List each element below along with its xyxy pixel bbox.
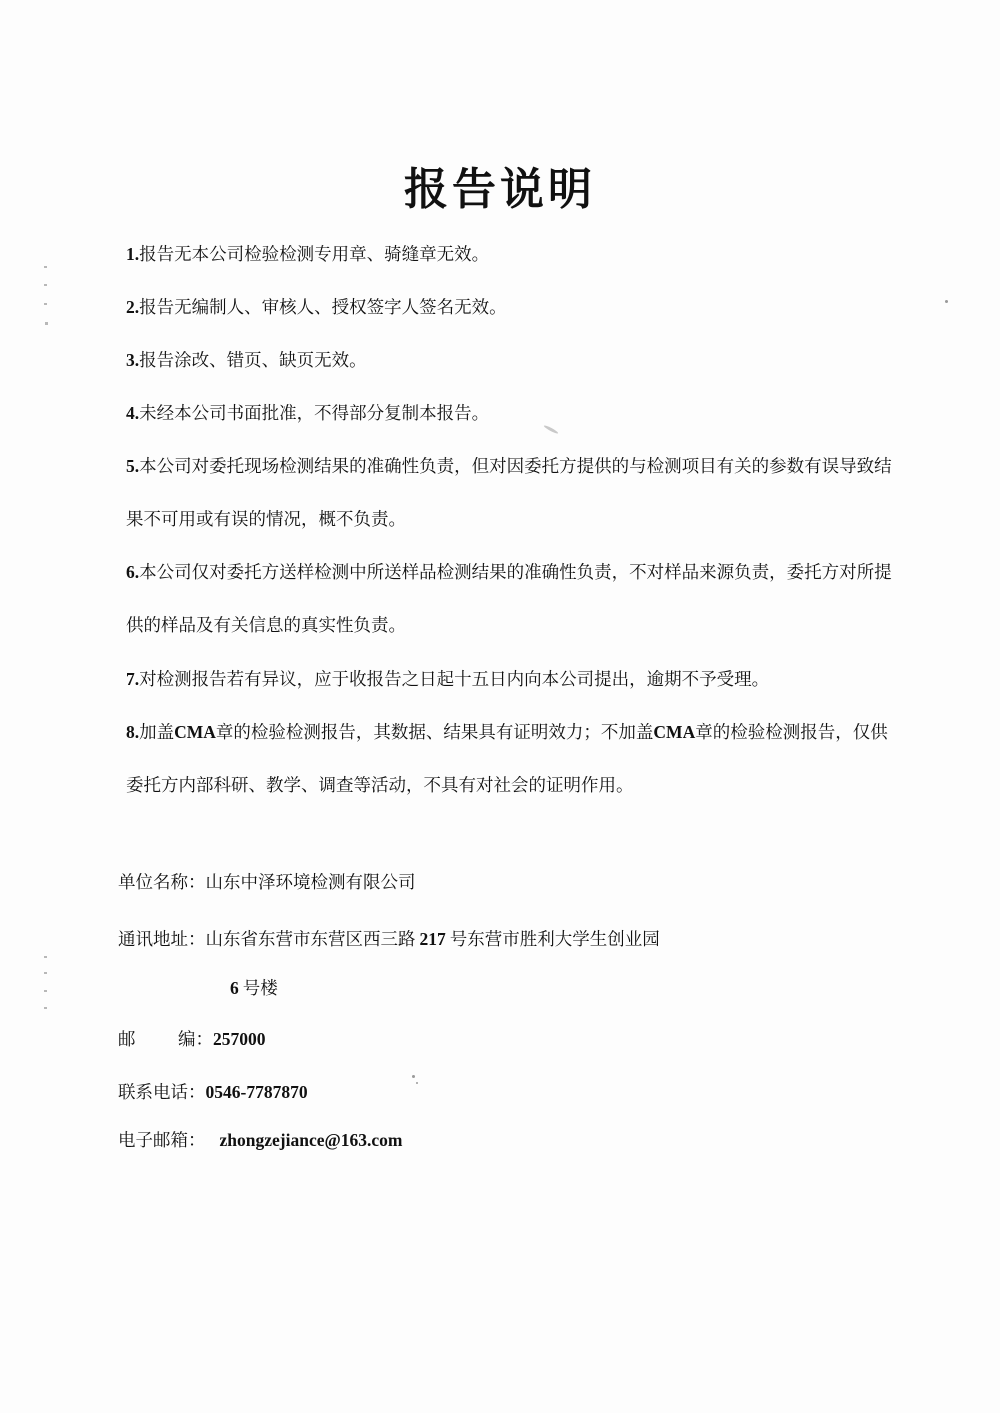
- list-item: [126, 546, 898, 653]
- cma-mark-text: CMA: [174, 722, 216, 742]
- item-number: 2.: [126, 297, 140, 317]
- item-text: 报告无编制人、审核人、授权签字人签名无效。: [139, 298, 507, 318]
- scan-speck: [412, 1075, 415, 1078]
- address-text: 山东省东营市东营区西三路: [205, 930, 416, 950]
- phone-value: 0546-7787870: [205, 1082, 308, 1102]
- unit-name-row: [118, 870, 416, 896]
- email-row: [118, 1127, 402, 1154]
- scan-speck: [416, 1082, 418, 1084]
- item-text: 报告无本公司检验检测专用章、骑缝章无效。: [139, 245, 490, 265]
- list-item: [126, 387, 898, 441]
- postcode-value: 257000: [213, 1029, 266, 1049]
- list-item: [126, 440, 898, 547]
- item-text: 对检测报告若有异议，应于收报告之日起十五日内向本公司提出，逾期不予受理。: [139, 670, 770, 690]
- item-text: 本公司对委托现场检测结果的准确性负责，但对因委托方提供的与检测项目有关的参数有误导致结果不可用或有误的情况，概不负责。: [126, 457, 892, 530]
- scan-speck: [44, 972, 47, 974]
- item-text: 章的检验检测报告，其数据、结果具有证明效力；不加盖: [215, 723, 654, 743]
- address-text: 号楼: [242, 979, 278, 999]
- postcode-label: 邮: [118, 1030, 136, 1050]
- list-item: [126, 334, 898, 388]
- address-row-continued: [230, 975, 278, 1002]
- scan-speck: [44, 990, 47, 992]
- postcode-label: 编：: [178, 1030, 213, 1050]
- scan-speck: [945, 300, 948, 303]
- address-text: 号东营市胜利大学生创业园: [449, 930, 660, 950]
- cma-mark-text: CMA: [653, 722, 696, 742]
- item-number: 7.: [126, 669, 140, 689]
- item-text: 未经本公司书面批准，不得部分复制本报告。: [139, 404, 490, 424]
- address-number: 217: [419, 929, 446, 949]
- unit-name-value: 山东中泽环境检测有限公司: [205, 873, 416, 893]
- list-item: [126, 281, 898, 335]
- list-item: [126, 228, 898, 282]
- scan-speck: [44, 266, 47, 268]
- list-item: [126, 706, 898, 813]
- item-text: 章的检验检测报告，仅供委托方内部科研、教学、调查等活动，不具有对社会的证明作用。: [126, 723, 888, 796]
- scan-speck: [45, 322, 48, 325]
- address-number: 6: [230, 978, 239, 998]
- list-item: [126, 653, 898, 707]
- item-text: 本公司仅对委托方送样检测中所送样品检测结果的准确性负责，不对样品来源负责，委托方对所提供的样品及有关信息的真实性负责。: [126, 563, 892, 636]
- item-number: 8.: [126, 722, 140, 742]
- item-number: 5.: [126, 456, 140, 476]
- address-label: 通讯地址：: [118, 930, 206, 950]
- item-number: 3.: [126, 350, 140, 370]
- postcode-row: [118, 1026, 266, 1053]
- scan-speck: [44, 956, 47, 958]
- scan-speck: [44, 303, 47, 305]
- item-text: 报告涂改、错页、缺页无效。: [139, 351, 367, 371]
- item-number: 6.: [126, 562, 140, 582]
- phone-label: 联系电话：: [118, 1083, 206, 1103]
- email-value: zhongzejiance@163.com: [219, 1130, 403, 1150]
- phone-row: [118, 1079, 308, 1106]
- address-row: [118, 926, 660, 953]
- email-label: 电子邮箱：: [118, 1131, 206, 1151]
- unit-name-label: 单位名称：: [118, 873, 206, 893]
- scan-speck: [44, 1007, 47, 1009]
- page-title: 报告说明: [404, 164, 596, 215]
- scan-speck: [44, 284, 47, 286]
- item-number: 4.: [126, 403, 140, 423]
- item-number: 1.: [126, 244, 140, 264]
- item-text: 加盖: [139, 723, 175, 743]
